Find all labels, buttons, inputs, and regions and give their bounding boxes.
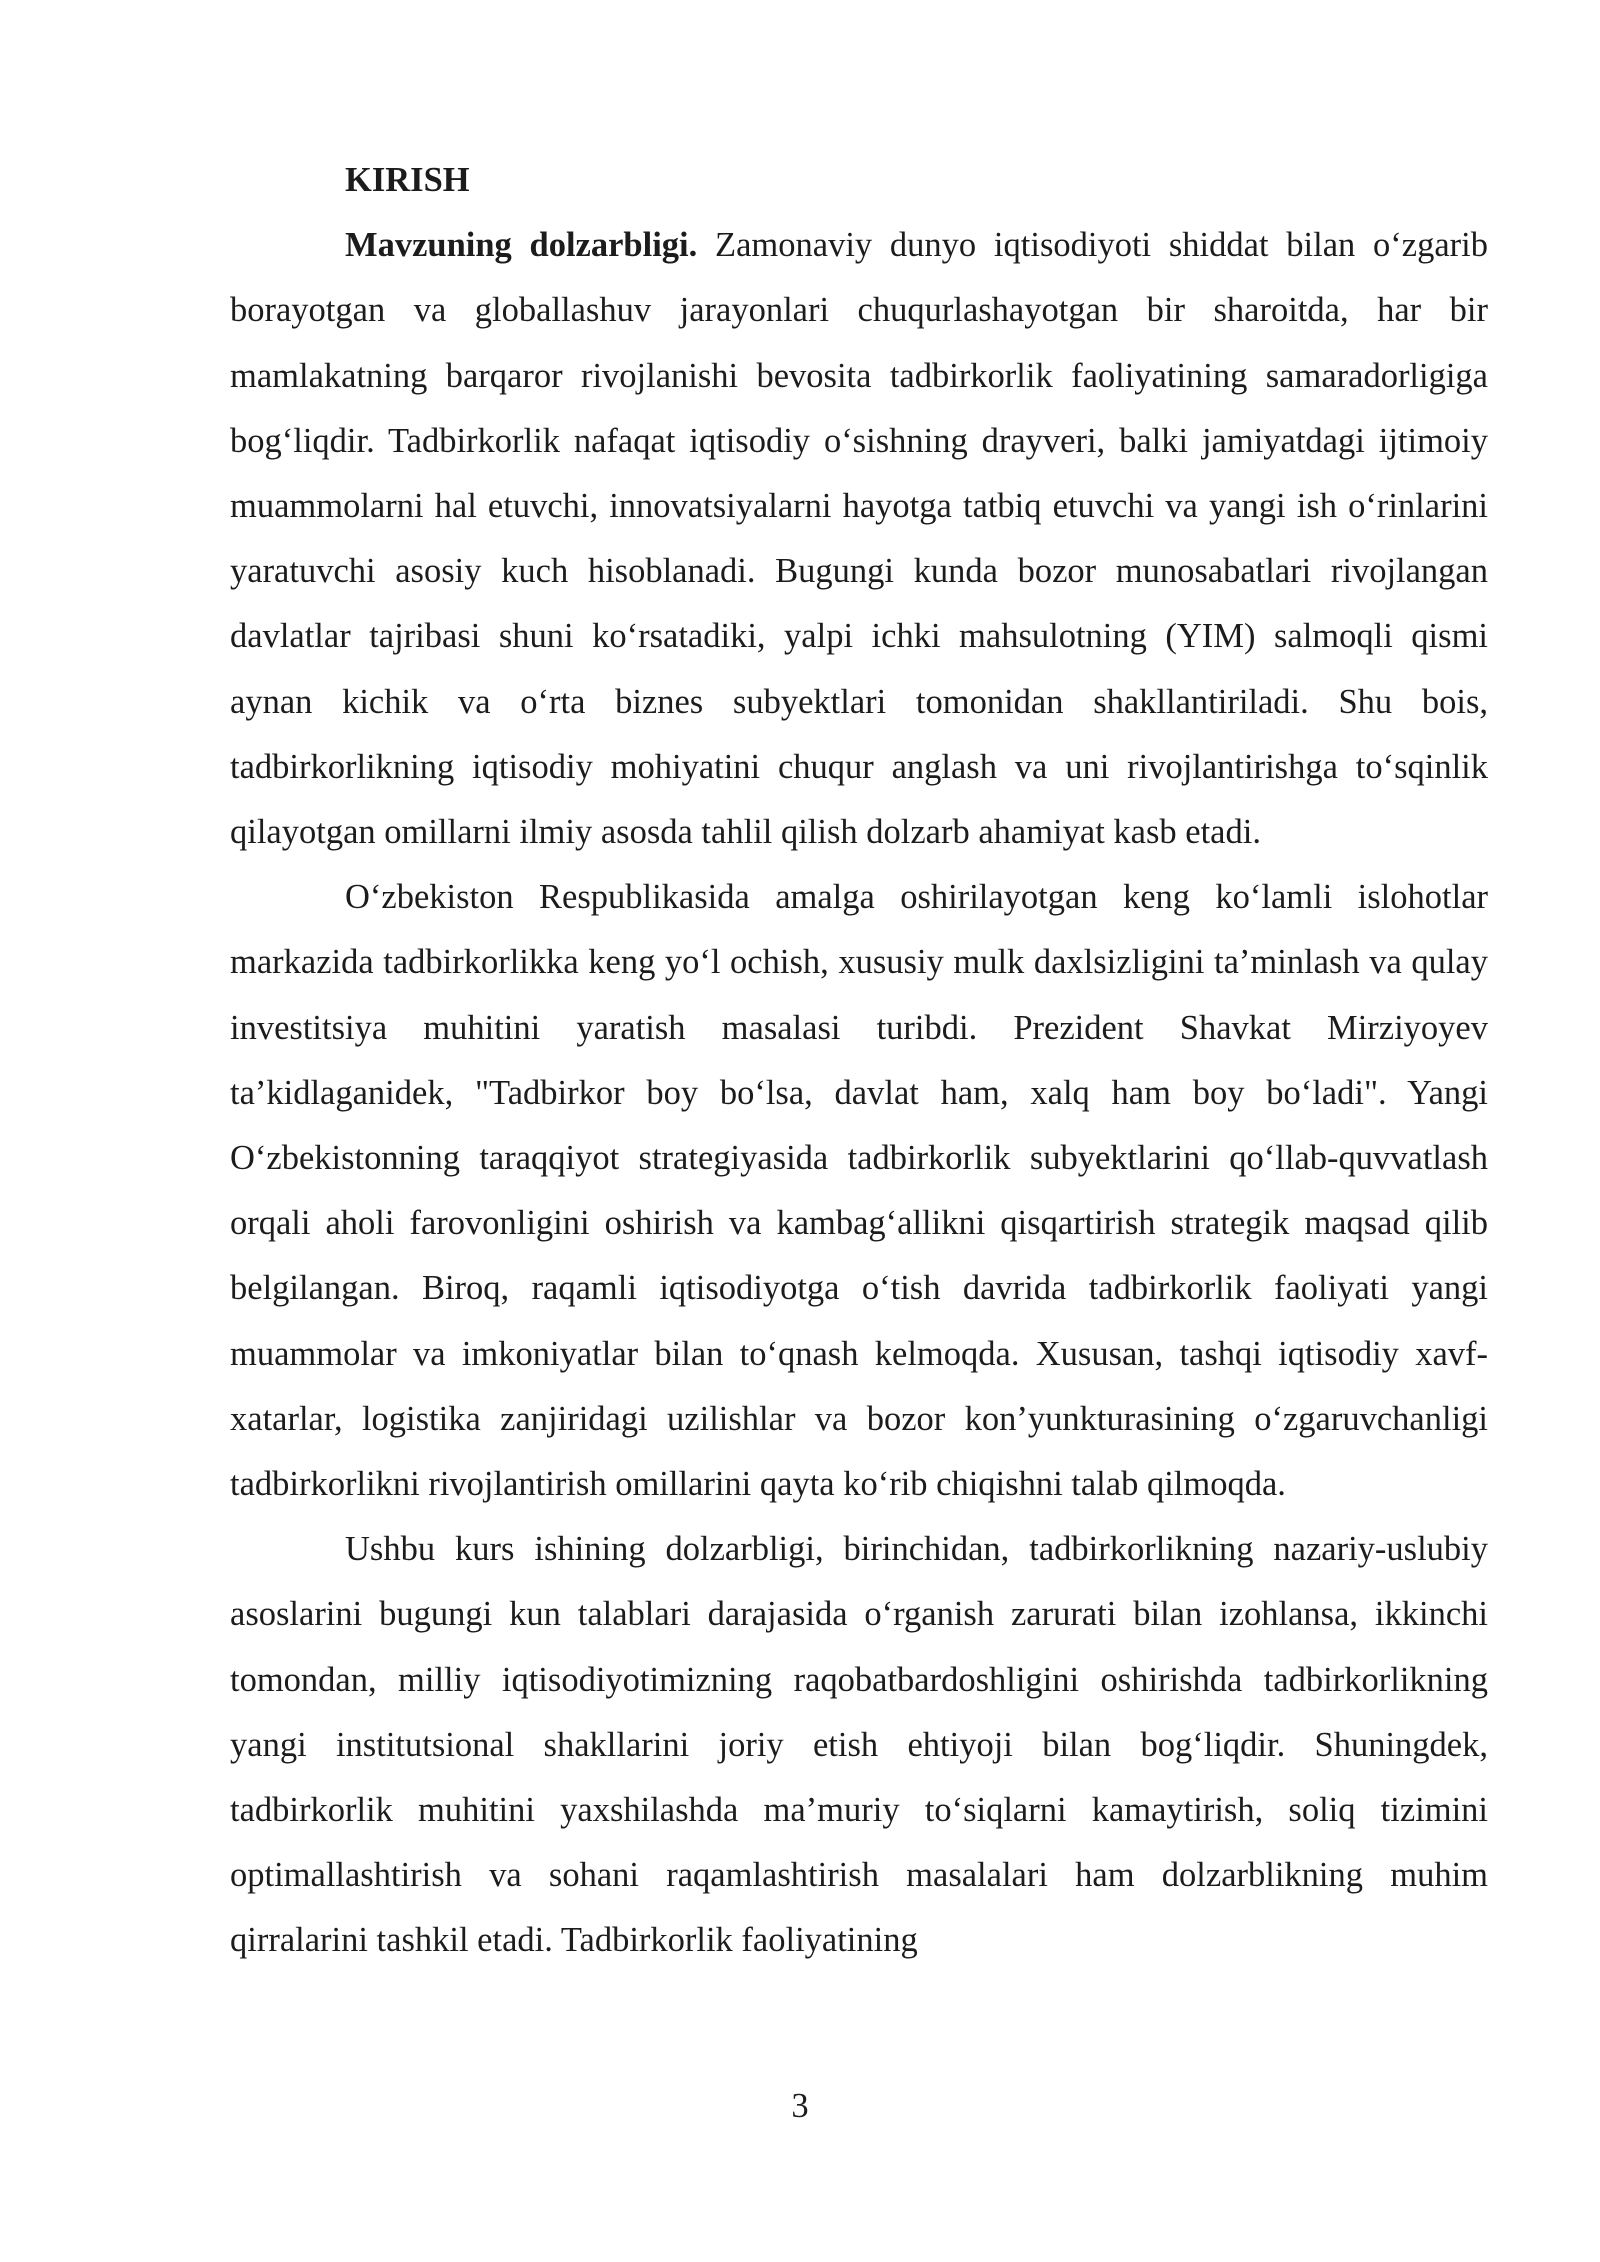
body-text: [230, 148, 1488, 1974]
paragraph-reforms: [230, 865, 1488, 1517]
paragraph-text: Zamonaviy dunyo iqtisodiyoti shiddat bilan o‘zgarib borayotgan va globallashuv jarayonlari chuqurlashayotgan bir sharoitda, har bir mamlakatning barqaror rivojlanishi bevosita tadbirkorlik faoliyatining samaradorligiga bog‘liqdir. Tadbirkorlik nafaqat iqtisodiy o‘sishning drayveri, balki jamiyatdagi ijtimoiy muammolarni hal etuvchi, innovatsiyalarni hayotga tatbiq etuvchi va yangi ish o‘rinlarini yaratuvchi asosiy kuch hisoblanadi. Bugungi kunda bozor munosabatlari rivojlangan davlatlar tajribasi shuni ko‘rsatadiki, yalpi ichki mahsulotning (YIM) salmoqli qismi aynan kichik va o‘rta biznes subyektlari tomonidan shakllantiriladi. Shu bois, tadbirkorlikning iqtisodiy mohiyatini chuqur anglash va uni rivojlantirishga to‘sqinlik qilayotgan omillarni ilmiy asosda tahlil qilish dolzarb ahamiyat kasb etadi.: [230, 226, 1488, 852]
page-number: 3: [791, 2087, 809, 2125]
paragraph-lead: Mavzuning dolzarbligi.: [345, 226, 698, 265]
paragraph-text: Ushbu kurs ishining dolzarbligi, birinchidan, tadbirkorlikning nazariy-uslubiy asoslarini bugungi kun talablari darajasida o‘rganish zarurati bilan izohlansa, ikkinchi tomondan, milliy iqtisodiyotimizning raqobatbardoshligini oshirishda tadbirkorlikning yangi institutsional shakllarini joriy etish ehtiyoji bilan bog‘liqdir. Shuningdek, tadbirkorlik muhitini yaxshilashda ma’muriy to‘siqlarni kamaytirish, soliq tizimini optimallashtirish va sohani raqamlashtirish masalalari ham dolzarblikning muhim qirralarini tashkil etadi. Tadbirkorlik faoliyatining: [230, 1530, 1488, 1960]
section-heading: KIRISH: [345, 161, 470, 199]
paragraph-relevance: [230, 213, 1488, 865]
paragraph-coursework: [230, 1517, 1488, 1973]
paragraph-text: O‘zbekiston Respublikasida amalga oshirilayotgan keng ko‘lamli islohotlar markazida tadbirkorlikka keng yo‘l ochish, xususiy mulk daxlsizligini ta’minlash va qulay investitsiya muhitini yaratish masalasi turibdi. Prezident Shavkat Mirziyoyev ta’kidlaganidek, "Tadbirkor boy bo‘lsa, davlat ham, xalq ham boy bo‘ladi". Yangi O‘zbekistonning taraqqiyot strategiyasida tadbirkorlik subyektlarini qo‘llab-quvvatlash orqali aholi farovonligini oshirish va kambag‘allikni qisqartirish strategik maqsad qilib belgilangan. Biroq, raqamli iqtisodiyotga o‘tish davrida tadbirkorlik faoliyati yangi muammolar va imkoniyatlar bilan to‘qnash kelmoqda. Xususan, tashqi iqtisodiy xavf-xatarlar, logistika zanjiridagi uzilishlar va bozor kon’yunkturasining o‘zgaruvchanligi tadbirkorlikni rivojlantirish omillarini qayta ko‘rib chiqishni talab qilmoqda.: [230, 878, 1488, 1504]
